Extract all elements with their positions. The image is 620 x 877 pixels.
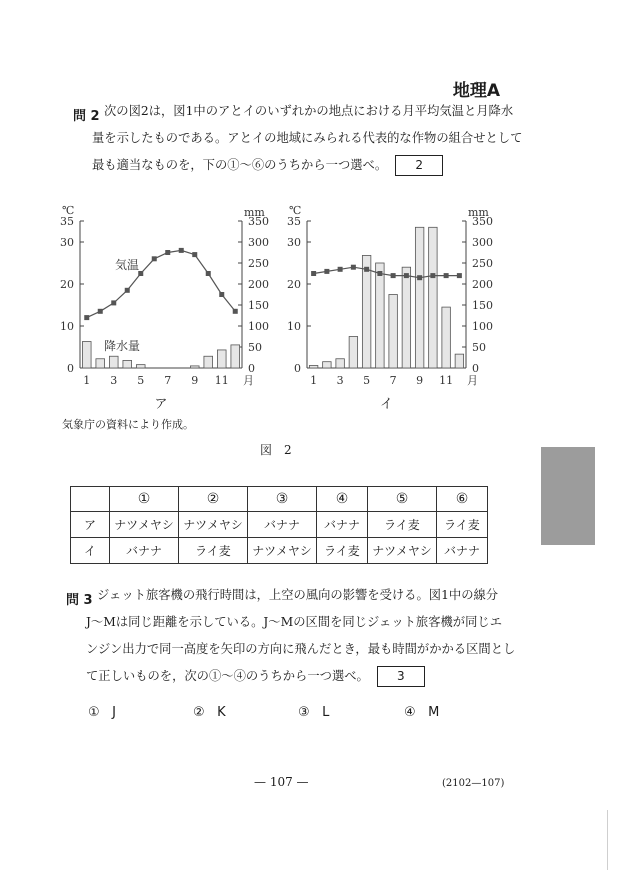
chart1-precip-tick-label: 0 — [472, 362, 479, 375]
page-code: (2102—107) — [442, 778, 505, 789]
chart1-temp-point — [377, 271, 382, 276]
chart1-month-label: 5 — [363, 374, 371, 387]
chart1-precip-bar — [376, 263, 384, 368]
q3-option-4[interactable] — [404, 705, 439, 720]
chart0-precip-tick-label: 350 — [248, 215, 269, 228]
chart0-temp-tick-label: 30 — [60, 236, 74, 249]
chart1-month-label: 1 — [310, 374, 318, 387]
option-1-number: ① — [88, 705, 100, 720]
chart1-precip-bar — [323, 362, 331, 368]
chart0-temp-point — [152, 256, 157, 261]
chart1-precip-tick-label: 50 — [472, 341, 486, 354]
chart0-temp-point — [206, 271, 211, 276]
chart0-precip-bar — [136, 365, 145, 368]
table-corner-cell — [71, 487, 110, 512]
chart1-precip-bar — [362, 255, 370, 368]
chart0-temp-point — [219, 292, 224, 297]
chart1-month-label: 7 — [389, 374, 397, 387]
cell-i-5: ナツメヤシ — [368, 538, 437, 564]
chart1-temp-point — [404, 273, 409, 278]
q2-label: 問 2 — [73, 109, 100, 124]
q2-answer-box[interactable]: 2 — [395, 155, 443, 176]
chart1-month-unit-label: 月 — [467, 374, 478, 387]
chart1-precip-bar — [442, 307, 450, 368]
cell-a-4: バナナ — [317, 512, 368, 538]
chart0-precip-bar — [190, 366, 199, 368]
chart1-precip-tick-label: 100 — [472, 320, 493, 333]
chart0-title: ア — [154, 397, 168, 412]
choices-table — [70, 486, 488, 564]
q3-option-3[interactable] — [298, 705, 329, 720]
choice-header-4[interactable]: ④ — [317, 487, 368, 512]
q3-answer-box[interactable]: 3 — [377, 666, 425, 687]
chart1-precip-bar — [429, 227, 437, 368]
table-row-a — [71, 512, 488, 538]
chart0-month-label: 3 — [110, 374, 118, 387]
chart0-temp-point — [125, 288, 130, 293]
row-label-a: ア — [71, 512, 110, 538]
chart1-month-label: 9 — [416, 374, 424, 387]
chart0-precip-bar — [204, 356, 213, 368]
chart1-precip-tick-label: 200 — [472, 278, 493, 291]
subject-title: 地理A — [452, 81, 500, 101]
climate-charts-svg — [0, 0, 620, 420]
chart1-precip-bar — [402, 267, 410, 368]
table-row-i — [71, 538, 488, 564]
option-4-text: M — [428, 705, 440, 720]
q3-line-3: ンジン出力で同一高度を矢印の方向に飛んだとき，最も時間がかかる区間とし — [86, 642, 516, 656]
cell-i-1: バナナ — [110, 538, 179, 564]
chart1-temp-tick-label: 0 — [294, 362, 301, 375]
chart1-precip-bar — [389, 295, 397, 369]
chart1-temp-tick-label: 10 — [287, 320, 301, 333]
chart0-temp-point — [165, 250, 170, 255]
q3-option-2[interactable] — [193, 705, 226, 720]
chart1-precip-bar — [455, 354, 463, 368]
chart1-precip-bar — [415, 227, 423, 368]
chart1-temp-point — [351, 265, 356, 270]
chart0-temp-point — [233, 309, 238, 314]
chart1-precip-tick-label: 150 — [472, 299, 493, 312]
option-2-number: ② — [193, 705, 205, 720]
cell-a-1: ナツメヤシ — [110, 512, 179, 538]
cell-a-6: ライ麦 — [437, 512, 488, 538]
q3-label: 問 3 — [66, 593, 93, 608]
option-3-text: L — [322, 705, 330, 720]
option-2-text: K — [217, 705, 226, 720]
chart1-temp-tick-label: 20 — [287, 278, 301, 291]
chart0-precip-bar — [231, 345, 240, 368]
chart0-month-label: 1 — [83, 374, 91, 387]
chart1-temp-tick-label: 35 — [287, 215, 301, 228]
choice-header-3[interactable]: ③ — [248, 487, 317, 512]
choice-header-1[interactable]: ① — [110, 487, 179, 512]
cell-i-2: ライ麦 — [179, 538, 248, 564]
q3-line-1: ジェット旅客機の飛行時間は，上空の風向の影響を受ける。図1中の線分 — [97, 588, 499, 602]
chart0-precip-bar — [82, 342, 91, 368]
chart0-month-unit-label: 月 — [243, 374, 254, 387]
chart0-precip-tick-label: 200 — [248, 278, 269, 291]
chart1-temp-point — [311, 271, 316, 276]
chart1-temp-point — [364, 267, 369, 272]
page-number: — 107 — — [254, 775, 309, 789]
chart0-temp-point — [111, 300, 116, 305]
chart0-precip-tick-label: 50 — [248, 341, 262, 354]
figure-source: 気象庁の資料により作成。 — [62, 418, 194, 431]
cell-i-3: ナツメヤシ — [248, 538, 317, 564]
page-edge-line — [607, 810, 608, 870]
chart0-temp-point — [98, 309, 103, 314]
chart0-temp-point — [192, 252, 197, 257]
chart1-precip-bar — [336, 359, 344, 368]
chart1-temp-point — [324, 269, 329, 274]
chart0-month-label: 11 — [214, 374, 229, 387]
q2-line-1: 次の図2は，図1中のアとイのいずれかの地点における月平均気温と月降水 — [104, 104, 514, 118]
chart0-precip-tick-label: 150 — [248, 299, 269, 312]
chart0-precip-tick-label: 0 — [248, 362, 255, 375]
chart0-temp-series-label: 気温 — [115, 257, 140, 272]
option-3-number: ③ — [298, 705, 310, 720]
chart1-precip-bar — [349, 337, 357, 369]
choice-header-2[interactable]: ② — [179, 487, 248, 512]
chart0-precip-bar — [109, 356, 118, 368]
chart0-precip-series-label: 降水量 — [104, 339, 141, 353]
choice-header-5[interactable]: ⑤ — [368, 487, 437, 512]
chart1-temp-point — [338, 267, 343, 272]
choices-table-wrap — [70, 486, 488, 564]
chart0-temp-tick-label: 20 — [60, 278, 74, 291]
q3-line-2: J～Mは同じ距離を示している。J～Mの区間を同じジェット旅客機が同じエ — [86, 615, 502, 629]
chart0-precip-bar — [123, 360, 132, 368]
chart1-month-label: 11 — [439, 374, 454, 387]
chart1-temp-point — [444, 273, 449, 278]
chart0-precip-tick-label: 300 — [248, 236, 269, 249]
chart1-precip-bar — [309, 365, 317, 368]
figure-2-charts — [0, 0, 620, 424]
q3-line-4 — [86, 663, 425, 690]
chart0-precip-tick-label: 100 — [248, 320, 269, 333]
q2-line-2: 量を示したものである。アとイの地域にみられる代表的な作物の組合せとして — [92, 131, 523, 145]
cell-a-2: ナツメヤシ — [179, 512, 248, 538]
chart1-precip-tick-label: 350 — [472, 215, 493, 228]
chart0-precip-bar — [96, 359, 105, 368]
chart1-precip-tick-label: 250 — [472, 257, 493, 270]
q2-line-3-text: 最も適当なものを，下の①～⑥のうちから一つ選べ。 — [92, 158, 388, 172]
chart0-temp-tick-label: 35 — [60, 215, 74, 228]
page-edge-tab — [541, 447, 595, 545]
chart0-temp-unit: ℃ — [62, 204, 75, 217]
chart0-temp-line — [87, 250, 236, 317]
chart1-title: イ — [379, 397, 394, 412]
chart0-temp-point — [179, 248, 184, 253]
cell-a-3: バナナ — [248, 512, 317, 538]
chart1-temp-tick-label: 30 — [287, 236, 301, 249]
option-1-text: J — [112, 705, 116, 720]
chart0-month-label: 5 — [137, 374, 145, 387]
chart1-temp-point — [457, 273, 462, 278]
chart1-temp-point — [417, 275, 422, 280]
chart0-precip-bar — [217, 350, 226, 368]
option-4-number: ④ — [404, 705, 416, 720]
chart0-temp-tick-label: 0 — [67, 362, 74, 375]
q3-option-1[interactable] — [88, 705, 116, 720]
chart0-temp-point — [84, 315, 89, 320]
row-label-i: イ — [71, 538, 110, 564]
chart0-month-label: 7 — [164, 374, 172, 387]
chart0-precip-unit: mm — [244, 206, 265, 219]
chart1-precip-unit: mm — [468, 206, 489, 219]
choice-header-6[interactable]: ⑥ — [437, 487, 488, 512]
chart1-precip-tick-label: 300 — [472, 236, 493, 249]
cell-a-5: ライ麦 — [368, 512, 437, 538]
cell-i-6: バナナ — [437, 538, 488, 564]
chart0-temp-tick-label: 10 — [60, 320, 74, 333]
chart0-precip-tick-label: 250 — [248, 257, 269, 270]
chart1-temp-unit: ℃ — [289, 204, 302, 217]
chart1-month-label: 3 — [336, 374, 344, 387]
chart1-temp-point — [430, 273, 435, 278]
figure-caption: 図 2 — [260, 443, 292, 457]
chart1-temp-point — [391, 273, 396, 278]
table-header-row — [71, 487, 488, 512]
q3-line-4-text: て正しいものを，次の①～④のうちから一つ選べ。 — [86, 669, 369, 683]
chart0-month-label: 9 — [191, 374, 199, 387]
cell-i-4: ライ麦 — [317, 538, 368, 564]
